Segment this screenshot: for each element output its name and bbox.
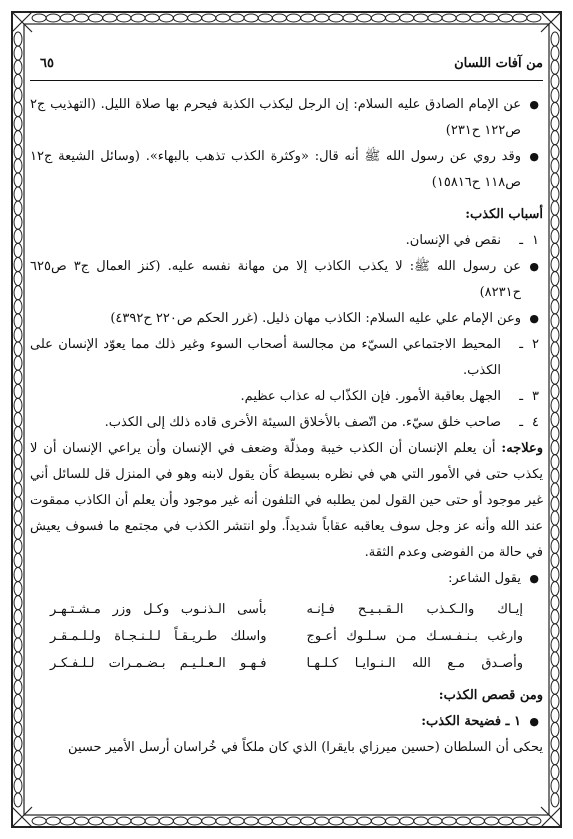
chain-link [551, 32, 559, 46]
chain-link [414, 14, 428, 22]
chain-link [145, 14, 159, 22]
chain-link [14, 328, 22, 342]
chain-link [551, 328, 559, 342]
bullet-cause1-ali: ● وعن الإمام علي عليه السلام: الكاذب مهان ذليل. (غرر الحكم ص٢٢٠ ح٤٣٩٢) [30, 306, 543, 332]
chain-link [14, 568, 22, 582]
chain-link [14, 398, 22, 412]
chain-link [202, 14, 216, 22]
chain-link [14, 32, 22, 46]
chain-link [551, 680, 559, 694]
section-heading-stories: ومن قصص الكذب: [438, 688, 543, 703]
cause-dash: ـ [519, 233, 523, 248]
chain-link [60, 817, 74, 825]
chain-link [301, 14, 315, 22]
chain-link [32, 817, 46, 825]
chain-link [551, 187, 559, 201]
chain-link [14, 103, 22, 117]
chain-link [74, 817, 88, 825]
chain-link [14, 483, 22, 497]
chain-link [131, 817, 145, 825]
cause-number: ٣ [532, 389, 539, 404]
chain-link [551, 596, 559, 610]
cause-text: نقص في الإنسان. [405, 233, 501, 248]
poem-verse-2-right: وارغب بـنـفـسـك مـن سـلـوك أعـوج [306, 629, 523, 644]
chain-link [551, 201, 559, 215]
chain-link [145, 817, 159, 825]
chain-link [400, 14, 414, 22]
chain-link [14, 173, 22, 187]
chain-link [551, 159, 559, 173]
chain-link [371, 14, 385, 22]
bullet-hadith-sadiq: ● عن الإمام الصادق عليه السلام: إن الرجل ليكذب الكذبة فيحرم بها صلاة الليل. (التهذيب ج٢ ص١٢٢ ح٢٣١) [30, 92, 543, 144]
chain-link [551, 215, 559, 229]
chain-link [428, 817, 442, 825]
chain-link [551, 469, 559, 483]
chain-link [14, 286, 22, 300]
poem-verse-3-right: وأصـدق مـع الله الـنـوايـا كـلـهـا [306, 656, 523, 671]
chain-link [14, 694, 22, 708]
chain-link [14, 638, 22, 652]
chain-link [551, 88, 559, 102]
chain-link [551, 300, 559, 314]
chain-link [442, 14, 456, 22]
poem-verse-1-left: بأسى الـذنـوب وكـل وزر مـشـتـهـر [50, 602, 267, 617]
chain-link [513, 817, 527, 825]
chain-link [258, 14, 272, 22]
chain-link [14, 596, 22, 610]
chain-link [551, 427, 559, 441]
chain-link [230, 14, 244, 22]
chain-link [551, 229, 559, 243]
chain-link [230, 817, 244, 825]
chain-link [14, 455, 22, 469]
chain-link [551, 384, 559, 398]
cause-text: الجهل بعاقبة الأمور. فإن الكذّاب له عذاب عظيم. [240, 389, 501, 404]
page-number: ٦٥ [40, 56, 54, 71]
cause-2 [30, 332, 543, 384]
story-1-title: ● ١ ـ فضيحة الكذب: [30, 709, 543, 735]
chain-link [202, 817, 216, 825]
chain-link [103, 14, 117, 22]
chain-link [14, 88, 22, 102]
chain-link [159, 14, 173, 22]
chain-link [89, 817, 103, 825]
chain-link [551, 398, 559, 412]
chain-link [14, 46, 22, 60]
chain-link [14, 511, 22, 525]
poem-verse-2-left: واسلك طـريـقـاً لـلـنـجـاة ولـلـمـقـر [50, 629, 267, 644]
chain-link [551, 539, 559, 553]
chain-link [551, 751, 559, 765]
chain-link [131, 14, 145, 22]
chain-link [551, 765, 559, 779]
bullet-hadith-prophet: ● وقد روي عن رسول الله ﷺ أنه قال: «وكثرة الكذب تذهب بالبهاء». (وسائل الشيعة ج١٢ ص١١٨ ح١٥٨١٦) [30, 144, 543, 196]
chain-link [551, 413, 559, 427]
page-header [30, 56, 543, 78]
chain-link [46, 817, 60, 825]
chain-link [173, 14, 187, 22]
chain-link [14, 427, 22, 441]
chain-link [14, 779, 22, 793]
story-1-text: يحكى أن السلطان (حسين ميرزاي بايقرا) الذي كان ملكاً في خُراسان أرسل الأمير حسين [68, 740, 543, 755]
chain-link [14, 413, 22, 427]
remedy-paragraph [30, 436, 543, 566]
chain-link [188, 14, 202, 22]
chain-link [14, 272, 22, 286]
chain-link [551, 568, 559, 582]
section-heading-causes: أسباب الكذب: [465, 207, 543, 222]
chain-link [14, 229, 22, 243]
chain-link [14, 215, 22, 229]
chain-link [551, 652, 559, 666]
chain-link [14, 145, 22, 159]
cause-number: ٢ [532, 337, 539, 352]
border-chain-right [551, 32, 559, 807]
chain-link [527, 817, 541, 825]
chain-link [485, 817, 499, 825]
chain-link [551, 272, 559, 286]
chain-link [315, 817, 329, 825]
chain-link [551, 582, 559, 596]
chain-link [14, 680, 22, 694]
chain-link [14, 553, 22, 567]
chain-link [89, 14, 103, 22]
chain-link [551, 553, 559, 567]
chain-link [14, 582, 22, 596]
bullet-cause1-prophet: ● عن رسول الله ﷺ: لا يكذب الكاذب إلا من مهانة نفسه عليه. (كنز العمال ج٣ ص٦٢٥ ح٨٢٣١) [30, 254, 543, 306]
chain-link [551, 694, 559, 708]
chain-link [287, 817, 301, 825]
chain-link [60, 14, 74, 22]
chain-link [14, 117, 22, 131]
chain-link [551, 342, 559, 356]
chain-link [159, 817, 173, 825]
cause-4 [30, 410, 543, 436]
cause-3 [30, 384, 543, 410]
chain-link [14, 201, 22, 215]
poem [30, 596, 543, 677]
chain-link [14, 539, 22, 553]
border-chain-bottom [32, 817, 541, 825]
cause-dash: ـ [519, 337, 523, 352]
chain-link [551, 243, 559, 257]
chain-link [272, 817, 286, 825]
header-rule [30, 80, 543, 81]
chain-link [14, 258, 22, 272]
chain-link [357, 817, 371, 825]
chain-link [551, 455, 559, 469]
chain-link [117, 817, 131, 825]
chain-link [357, 14, 371, 22]
chain-link [14, 708, 22, 722]
chain-link [14, 610, 22, 624]
chain-link [14, 300, 22, 314]
chain-link [14, 666, 22, 680]
chain-link [428, 14, 442, 22]
poem-verse-1-right: إيـاك والـكـذب الـقـبـيـح فـإنـه [306, 602, 523, 617]
running-title: من آفات اللسان [454, 56, 543, 71]
chain-link [14, 356, 22, 370]
chain-link [551, 117, 559, 131]
chain-link [551, 74, 559, 88]
chain-link [14, 131, 22, 145]
chain-link [14, 159, 22, 173]
chain-link [14, 342, 22, 356]
chain-link [14, 187, 22, 201]
chain-link [551, 723, 559, 737]
chain-link [527, 14, 541, 22]
chain-link [117, 14, 131, 22]
chain-link [14, 314, 22, 328]
chain-link [216, 817, 230, 825]
cause-dash: ـ [519, 389, 523, 404]
chain-link [14, 652, 22, 666]
chain-link [14, 793, 22, 807]
chain-link [14, 370, 22, 384]
cause-1 [30, 228, 543, 254]
chain-link [14, 497, 22, 511]
chain-link [14, 525, 22, 539]
chain-link [551, 610, 559, 624]
chain-link [14, 737, 22, 751]
chain-link [272, 14, 286, 22]
cause-text: المحيط الاجتماعي السيّء من مجالسة أصحاب السوء وغير ذلك مما يعوّد الإنسان على الكذب. [30, 337, 501, 378]
chain-link [551, 356, 559, 370]
chain-link [551, 483, 559, 497]
cause-number: ١ [532, 233, 539, 248]
border-chain-left [14, 32, 22, 807]
border-chain-top [32, 14, 541, 22]
chain-link [14, 751, 22, 765]
chain-link [551, 145, 559, 159]
chain-link [14, 469, 22, 483]
chain-link [414, 817, 428, 825]
chain-link [14, 624, 22, 638]
remedy-label: وعلاجه: [501, 441, 543, 456]
chain-link [551, 46, 559, 60]
chain-link [499, 817, 513, 825]
chain-link [103, 817, 117, 825]
chain-link [188, 817, 202, 825]
cause-dash: ـ [519, 415, 523, 430]
chain-link [551, 173, 559, 187]
chain-link [551, 258, 559, 272]
chain-link [244, 14, 258, 22]
chain-link [32, 14, 46, 22]
chain-link [343, 14, 357, 22]
chain-link [173, 817, 187, 825]
chain-link [551, 779, 559, 793]
chain-link [551, 131, 559, 145]
chain-link [343, 817, 357, 825]
chain-link [470, 14, 484, 22]
remedy-text: أن يعلم الإنسان أن الكذب خيبة ومذلّة وضعف في الإنسان وأن يراعي الإنسان أن لا يكذب حتى في الأمور التي هي في نظره بسيطة كأن يقول لابنه وهو في المنزل قل للسائل أني غير موجود أو حتى حين القول لمن يطلبه في التلفون أنه غير موجود وأن يعلم أن الكاذب ممقوت عند الله وأنه عز وجل سوف يعاقبه عقاباً شديداً. ولو انتشر الكذب في مجتمع ما فسوف يعيش في حالة من الفوضى وعدم الثقة. [30, 441, 543, 560]
poem-verse-3-left: فـهـو الـعـلـيـم بـضـمـرات لـلـفـكـر [50, 656, 267, 671]
chain-link [551, 441, 559, 455]
chain-link [499, 14, 513, 22]
chain-link [371, 817, 385, 825]
chain-link [216, 14, 230, 22]
chain-link [74, 14, 88, 22]
chain-link [551, 525, 559, 539]
chain-link [258, 817, 272, 825]
chain-link [551, 497, 559, 511]
chain-link [551, 793, 559, 807]
chain-link [551, 103, 559, 117]
cause-number: ٤ [532, 415, 539, 430]
chain-link [456, 817, 470, 825]
cause-text: صاحب خلق سيّء. من اتّصف بالأخلاق السيئة الأخرى قاده ذلك إلى الكذب. [104, 415, 501, 430]
chain-link [386, 14, 400, 22]
page-body [30, 92, 543, 761]
chain-link [386, 817, 400, 825]
chain-link [329, 14, 343, 22]
chain-link [14, 765, 22, 779]
chain-link [46, 14, 60, 22]
chain-link [287, 14, 301, 22]
chain-link [551, 638, 559, 652]
chain-link [551, 370, 559, 384]
chain-link [329, 817, 343, 825]
chain-link [551, 286, 559, 300]
chain-link [14, 441, 22, 455]
chain-link [551, 60, 559, 74]
chain-link [442, 817, 456, 825]
chain-link [14, 243, 22, 257]
chain-link [301, 817, 315, 825]
chain-link [551, 314, 559, 328]
chain-link [513, 14, 527, 22]
poet-intro: ● يقول الشاعر: [30, 566, 543, 592]
chain-link [14, 60, 22, 74]
chain-link [14, 723, 22, 737]
chain-link [14, 384, 22, 398]
chain-link [315, 14, 329, 22]
chain-link [551, 624, 559, 638]
chain-link [456, 14, 470, 22]
chain-link [551, 708, 559, 722]
chain-link [400, 817, 414, 825]
chain-link [485, 14, 499, 22]
chain-link [551, 666, 559, 680]
chain-link [244, 817, 258, 825]
chain-link [14, 74, 22, 88]
chain-link [551, 511, 559, 525]
chain-link [551, 737, 559, 751]
chain-link [470, 817, 484, 825]
